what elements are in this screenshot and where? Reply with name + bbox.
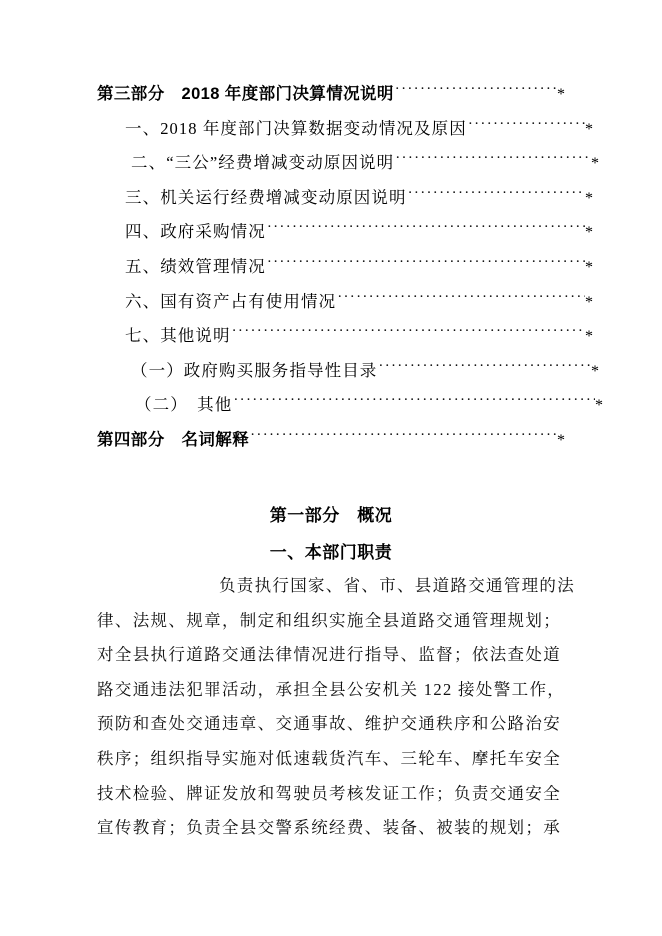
toc-entry-label: 二、“三公”经费增减变动原因说明 [131,153,395,173]
toc-dot-leader [267,221,585,237]
toc-dot-leader [468,118,585,134]
body-paragraph [97,572,575,849]
toc-page-number: * [591,362,599,380]
toc-dot-leader [233,394,595,410]
body-line: 预防和查处交通违章、交通事故、维护交通秩序和公路治安 [97,714,562,734]
toc-entry-label: 第三部分 2018 年度部门决算情况说明 [97,85,394,103]
toc-entry-label: 一、2018 年度部门决算数据变动情况及原因 [125,118,467,138]
toc-page-number: * [591,155,599,173]
toc-dot-leader [267,256,585,272]
toc-entry[interactable] [97,322,593,357]
toc-entry[interactable] [97,426,565,461]
body-line: 路交通违法犯罪活动，承担全县公安机关 122 接处警工作， [97,679,566,699]
toc-entry-label: 四、政府采购情况 [125,222,266,242]
toc-entry[interactable] [97,149,599,184]
toc-entry-label: 五、绩效管理情况 [125,256,266,276]
heading-part-one: 第一部分 概况 [269,506,393,525]
toc-dot-leader [408,187,585,203]
toc-dot-leader [232,325,585,341]
toc-entry[interactable] [97,288,593,323]
toc-entry[interactable] [97,80,565,115]
toc-dot-leader [395,83,557,99]
toc-entry[interactable] [97,357,599,392]
toc-entry[interactable] [97,218,593,253]
toc-page-number: * [585,293,593,311]
toc-entry[interactable] [97,391,603,426]
toc-page-number: * [585,224,593,242]
toc-dot-leader [250,429,557,445]
toc-page-number: * [585,189,593,207]
toc-page-number: * [595,397,603,415]
toc-page-number: * [585,120,593,138]
body-line: 对全县执行道路交通法律情况进行指导、监督；依法查处道 [97,645,562,665]
toc-entry[interactable] [97,253,593,288]
body-line: 秩序；组织指导实施对低速载货汽车、三轮车、摩托车安全 [97,748,562,768]
table-of-contents [97,80,603,461]
toc-entry-label: （二） 其他 [135,395,233,415]
toc-entry-label: （一）政府购买服务指导性目录 [131,360,378,380]
toc-entry-label: 三、机关运行经费增减变动原因说明 [125,187,407,207]
toc-entry-label: 第四部分 名词解释 [97,430,250,449]
toc-dot-leader [378,360,591,376]
toc-dot-leader [337,291,585,307]
toc-entry-label: 七、其他说明 [125,326,231,346]
toc-entry-label: 六、国有资产占有使用情况 [125,291,337,311]
toc-page-number: * [557,86,565,103]
toc-page-number: * [557,431,565,449]
toc-page-number: * [585,258,593,276]
toc-entry[interactable] [97,184,593,219]
toc-entry[interactable] [97,115,593,150]
body-line: 律、法规、规章，制定和组织实施全县道路交通管理规划； [97,610,562,630]
toc-dot-leader [395,152,591,168]
body-line: 宣传教育；负责全县交警系统经费、装备、被装的规划；承 [97,818,562,838]
body-line: 负责执行国家、省、市、县道路交通管理的法 [219,576,575,595]
heading-department-duties: 一、本部门职责 [269,543,393,562]
body-line: 技术检验、牌证发放和驾驶员考核发证工作；负责交通安全 [97,783,562,803]
toc-page-number: * [585,328,593,346]
